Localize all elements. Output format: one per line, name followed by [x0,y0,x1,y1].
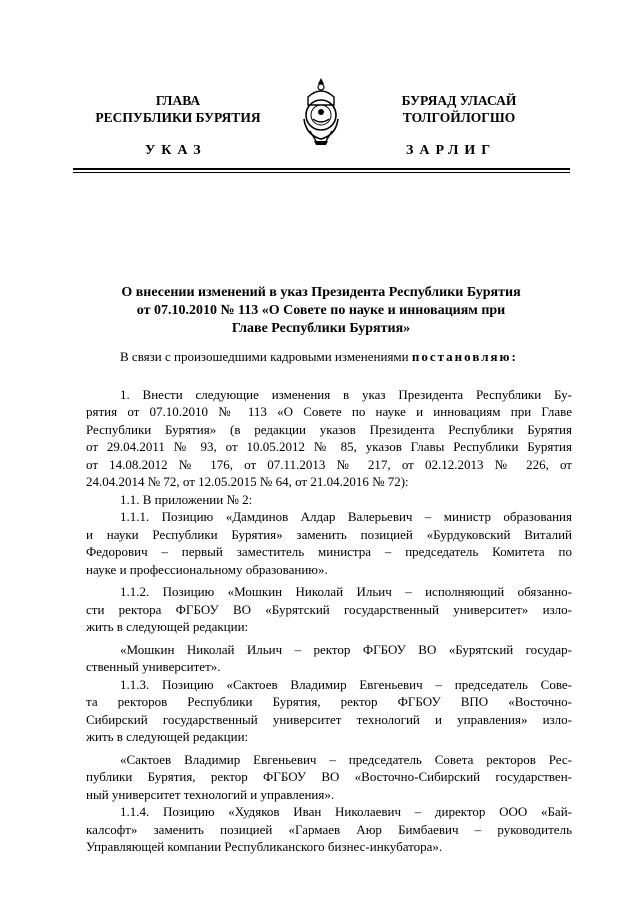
text-line: «Мошкин Николай Ильич – ректор ФГБОУ ВО «Бурятский государ- [120,641,572,657]
header-right [366,92,552,126]
title-line-1: О внесении изменений в указ Президента Республики Бурятия [121,285,521,300]
buryatia-coat-of-arms-icon [298,75,344,147]
paragraph-1-1-2-quote [86,641,572,676]
text-line: Республики Бурятия» (в редакции указов Президента Республики Бурятия [86,421,572,437]
header-left-line2: РЕСПУБЛИКИ БУРЯТИЯ [95,110,261,125]
header-right-line2: ТОЛГОЙЛОГШО [402,110,516,125]
text-line: Управляющей компании Республиканского бизнес-инкубатора». [86,839,443,854]
paragraph-1-1: 1.1. В приложении № 2: [120,491,253,507]
title-line-3: Главе Республики Бурятия» [231,321,411,336]
text-line: жить в следующей редакции: [86,729,249,744]
text-line: Федорович – первый заместитель министра – председатель Комитета по [86,544,572,559]
text-line: и науки Республики Бурятия» заменить позицией «Бурдуковский Виталий [86,526,572,542]
text-line: ный университет технологий и управления». [86,786,335,802]
paragraph-1 [86,386,572,491]
text-line: ственный университет». [86,659,221,674]
text-line: 1.1.3. Позицию «Сактоев Владимир Евгеньевич – председатель Сове- [120,676,572,692]
text-line: Сибирский государственный университет технологий и управления» изло- [86,711,572,727]
header-left [78,92,278,126]
paragraph-1-1-4 [86,803,572,856]
text-line: 24.04.2014 № 72, от 12.05.2015 № 64, от 21.04.2016 № 72): [86,474,409,489]
preamble [86,348,572,366]
header-divider-thick [73,168,570,170]
decree-label-buryat: ЗАРЛИГ [406,143,497,158]
text-line: от 14.08.2012 № 176, от 07.11.2013 № 217, от 02.12.2013 № 226, от [86,456,572,472]
text-line: сти ректора ФГБОУ ВО «Бурятский государственный университет» изло- [86,601,572,617]
title-line-2: от 07.10.2010 № 113 «О Совете по науке и инновациям при [136,303,506,318]
paragraph-1-1-1 [86,508,572,578]
text-line: публики Бурятия, ректор ФГБОУ ВО «Восточно-Сибирский государствен- [86,769,572,784]
preamble-text: В связи с произошедшими кадровыми изменениями [120,349,412,364]
preamble-resolve: постановляю: [411,349,518,364]
text-line: жить в следующей редакции: [86,619,249,634]
text-line: науке и профессиональному образованию». [86,561,328,577]
paragraph-1-1-3 [86,676,572,746]
header-left-line1: ГЛАВА [155,93,201,108]
text-line: «Сактоев Владимир Евгеньевич – председатель Совета ректоров Рес- [120,751,572,767]
header-right-line1: БУРЯАД УЛАСАЙ [401,93,517,108]
decree-label-russian: УКАЗ [145,143,207,158]
header-divider-thin [73,172,570,173]
document-title [88,284,554,338]
text-line: от 29.04.2011 № 93, от 10.05.2012 № 85, указов Главы Республики Бурятия [86,439,572,454]
text-line: 1.1.2. Позицию «Мошкин Николай Ильич – исполняющий обязанно- [120,584,572,599]
text-line: 1.1.1. Позицию «Дамдинов Алдар Валерьевич – министр образования [120,509,572,524]
text-line: калсофт» заменить позицией «Гармаев Аюр Бимбаевич – руководитель [86,821,572,837]
document-body [86,348,572,856]
text-line: 1. Внести следующие изменения в указ Президента Республики Бу- [120,386,572,402]
paragraph-1-1-3-quote [86,751,572,804]
paragraph-1-1-2 [86,583,572,636]
text-line: рятия от 07.10.2010 № 113 «О Совете по науке и инновациям при Главе [86,404,572,419]
text-line: 1.1.4. Позицию «Худяков Иван Николаевич – директор ООО «Бай- [120,804,572,819]
text-line: та ректоров Республики Бурятия, ректор ФГБОУ ВПО «Восточно- [86,694,572,709]
